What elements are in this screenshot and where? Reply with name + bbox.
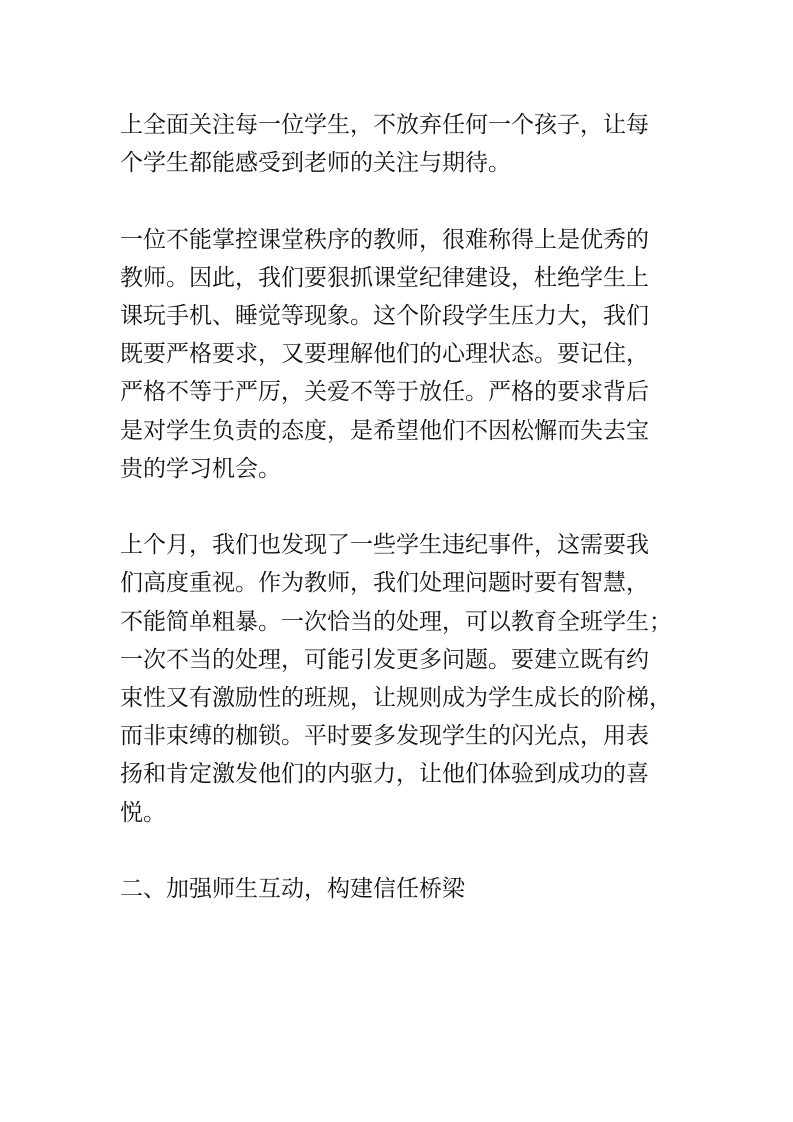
document-body <box>120 106 700 908</box>
section-heading-text: 二、加强师生互动，构建信任桥梁 <box>120 876 465 903</box>
text-line: 们高度重视。作为教师，我们处理问题时要有智慧， <box>120 570 649 597</box>
text-line: 上个月，我们也发现了一些学生违纪事件，这需要我 <box>120 532 649 559</box>
text-line: 教师。因此，我们要狠抓课堂纪律建设，杜绝学生上 <box>120 264 649 291</box>
text-line: 上全面关注每一位学生，不放弃任何一个孩子，让每 <box>120 112 649 138</box>
text-line: 贵的学习机会。 <box>120 455 281 482</box>
text-line: 是对学生负责的态度，是希望他们不因松懈而失去宝 <box>120 417 649 444</box>
text-line: 扬和肯定激发他们的内驱力，让他们体验到成功的喜 <box>120 761 649 788</box>
text-line: 束性又有激励性的班规，让规则成为学生成长的阶梯， <box>120 685 672 712</box>
text-line: 个学生都能感受到老师的关注与期待。 <box>120 150 511 177</box>
paragraph-spacer <box>120 488 700 526</box>
text-line: 而非束缚的枷锁。平时要多发现学生的闪光点，用表 <box>120 723 649 750</box>
section-heading <box>120 870 700 908</box>
paragraph-1 <box>120 106 700 182</box>
text-line: 既要严格要求，又要理解他们的心理状态。要记住， <box>120 341 649 368</box>
text-line: 一位不能掌控课堂秩序的教师，很难称得上是优秀的 <box>120 226 649 253</box>
text-line: 严格不等于严厉，关爱不等于放任。严格的要求背后 <box>120 379 649 406</box>
text-line: 一次不当的处理，可能引发更多问题。要建立既有约 <box>120 646 649 673</box>
text-line: 悦。 <box>120 799 166 826</box>
paragraph-3 <box>120 526 700 832</box>
text-line: 不能简单粗暴。一次恰当的处理，可以教育全班学生； <box>120 608 672 635</box>
paragraph-spacer <box>120 182 700 220</box>
paragraph-spacer <box>120 832 700 870</box>
text-line: 课玩手机、睡觉等现象。这个阶段学生压力大，我们 <box>120 303 649 329</box>
paragraph-2 <box>120 221 700 488</box>
